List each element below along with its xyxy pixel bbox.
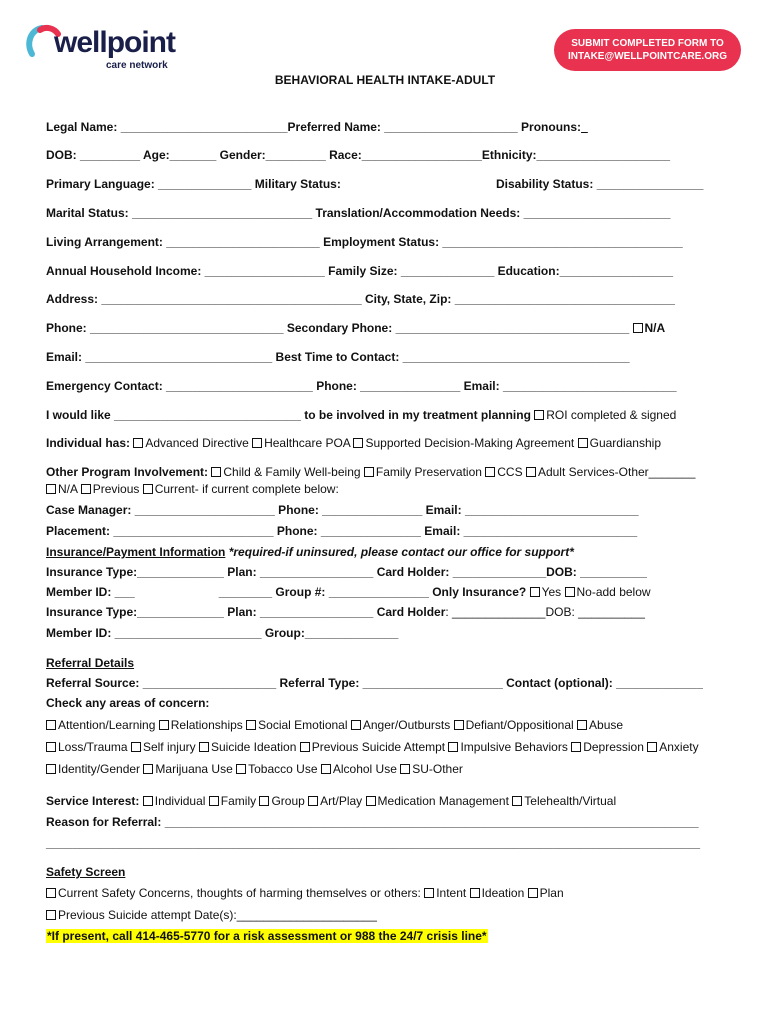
row-email[interactable]: Email: ____________________________ Best Time to Contact: __________________________________	[46, 350, 630, 364]
checkbox[interactable]	[528, 888, 538, 898]
checkbox[interactable]	[46, 888, 56, 898]
concern-checkbox[interactable]	[131, 742, 141, 752]
concern-checkbox[interactable]	[300, 742, 310, 752]
concern-checkbox[interactable]	[647, 742, 657, 752]
concern-label: Anger/Outbursts	[362, 718, 451, 732]
row-referral-source[interactable]: Referral Source: ____________________ Referral Type: _____________________ Contact (optional): _____________	[46, 676, 703, 690]
row-disability-status[interactable]: Disability Status: ________________	[496, 177, 704, 191]
submit-line-1: SUBMIT COMPLETED FORM TO	[571, 38, 724, 49]
concern-row-2	[46, 740, 699, 755]
concern-label: Self injury	[142, 740, 196, 754]
row-individual-has: Individual has: Advanced Directive Healthcare POA Supported Decision-Making Agreement Guardianship	[46, 436, 661, 450]
concern-row-3	[46, 762, 463, 777]
checkbox[interactable]	[259, 796, 269, 806]
referral-heading: Referral Details	[46, 656, 135, 670]
checkbox[interactable]	[353, 438, 363, 448]
concern-label: Abuse	[589, 718, 624, 732]
form-title: BEHAVIORAL HEALTH INTAKE-ADULT	[274, 73, 496, 87]
row-other-program: Other Program Involvement: Child & Family Well-being Family Preservation CCS Adult Services-Other_______	[46, 465, 696, 479]
checkbox[interactable]	[143, 484, 153, 494]
concern-label: Tobacco Use	[248, 762, 318, 776]
checkbox[interactable]	[46, 910, 56, 920]
concern-label: Previous Suicide Attempt	[311, 740, 446, 754]
row-placement[interactable]: Placement: ________________________ Phone: _______________ Email: __________________________	[46, 524, 638, 538]
row-phone[interactable]: Phone: _____________________________ Secondary Phone: ___________________________________ N/A	[46, 321, 666, 335]
row-dob[interactable]: DOB: _________ Age:_______ Gender:_________ Race:__________________Ethnicity:____________________	[46, 148, 671, 162]
concern-checkbox[interactable]	[143, 764, 153, 774]
row-treatment-planning[interactable]: I would like ____________________________ to be involved in my treatment planning ROI completed & signed	[46, 408, 677, 422]
concern-label: Depression	[583, 740, 644, 754]
row-household-income[interactable]: Annual Household Income: __________________ Family Size: ______________ Education:_________________	[46, 264, 674, 278]
submit-badge	[554, 29, 741, 71]
row-service-interest: Service Interest: Individual Family Group Art/Play Medication Management Telehealth/Virtual	[46, 794, 617, 808]
checkbox[interactable]	[133, 438, 143, 448]
concern-checkbox[interactable]	[571, 742, 581, 752]
row-member-id-1[interactable]: Member ID: ___ ________ Group #: _______________ Only Insurance? Yes No-add below	[46, 585, 651, 599]
checkbox[interactable]	[366, 796, 376, 806]
concern-label: Social Emotional	[258, 718, 348, 732]
checkbox[interactable]	[252, 438, 262, 448]
concern-row-1	[46, 718, 623, 733]
concern-checkbox[interactable]	[236, 764, 246, 774]
safety-heading: Safety Screen	[46, 865, 126, 879]
row-marital-status[interactable]: Marital Status: ___________________________ Translation/Accommodation Needs: ______________________	[46, 206, 671, 220]
checkbox[interactable]	[470, 888, 480, 898]
concern-checkbox[interactable]	[159, 720, 169, 730]
concern-label: Loss/Trauma	[58, 740, 128, 754]
checkbox[interactable]	[364, 467, 374, 477]
row-reason-line-2[interactable]: __________________________________________________________________________________________________	[46, 836, 701, 850]
concern-label: Suicide Ideation	[210, 740, 297, 754]
concern-checkbox[interactable]	[199, 742, 209, 752]
logo-sub: care network	[106, 60, 168, 71]
row-living-arrangement[interactable]: Living Arrangement: _______________________ Employment Status: ____________________________________	[46, 235, 683, 249]
row-insurance-heading: Insurance/Payment Information *required-if uninsured, please contact our office for support*	[46, 545, 574, 559]
concern-checkbox[interactable]	[577, 720, 587, 730]
checkbox[interactable]	[424, 888, 434, 898]
crisis-line-notice: *If present, call 414-465-5770 for a risk assessment or 988 the 24/7 crisis line*	[47, 929, 487, 943]
row-safety-concerns: Current Safety Concerns, thoughts of harming themselves or others: Intent Ideation Plan	[46, 886, 564, 901]
concern-checkbox[interactable]	[351, 720, 361, 730]
checkbox[interactable]	[46, 484, 56, 494]
concern-checkbox[interactable]	[321, 764, 331, 774]
checkbox[interactable]	[578, 438, 588, 448]
concern-label: SU-Other	[412, 762, 463, 776]
row-primary-language[interactable]: Primary Language: ______________ Military Status:	[46, 177, 341, 191]
row-insurance-1[interactable]: Insurance Type:_____________ Plan: _________________ Card Holder: ______________DOB: __________	[46, 565, 647, 579]
concern-checkbox[interactable]	[400, 764, 410, 774]
concern-label: Identity/Gender	[58, 762, 141, 776]
checkbox[interactable]	[143, 796, 153, 806]
row-areas-of-concern: Check any areas of concern:	[46, 696, 210, 710]
concern-label: Marijuana Use	[155, 762, 233, 776]
checkbox[interactable]	[211, 467, 221, 477]
row-member-id-2[interactable]: Member ID: ______________________ Group:______________	[46, 626, 399, 640]
concern-checkbox[interactable]	[46, 764, 56, 774]
logo-word: wellpoint	[54, 26, 175, 59]
checkbox[interactable]	[209, 796, 219, 806]
checkbox[interactable]	[308, 796, 318, 806]
checkbox[interactable]	[485, 467, 495, 477]
roi-checkbox[interactable]	[534, 410, 544, 420]
row-previous-attempt[interactable]: Previous Suicide attempt Date(s):_____________________	[46, 908, 377, 923]
checkbox[interactable]	[530, 587, 540, 597]
checkbox[interactable]	[512, 796, 522, 806]
concern-checkbox[interactable]	[46, 720, 56, 730]
submit-email[interactable]: INTAKE@WELLPOINTCARE.ORG	[567, 51, 727, 62]
concern-checkbox[interactable]	[448, 742, 458, 752]
checkbox[interactable]	[565, 587, 575, 597]
concern-label: Anxiety	[659, 740, 699, 754]
row-emergency-contact[interactable]: Emergency Contact: ______________________ Phone: _______________ Email: __________________________	[46, 379, 677, 393]
checkbox[interactable]	[526, 467, 536, 477]
checkbox[interactable]	[81, 484, 91, 494]
na-checkbox[interactable]	[633, 323, 643, 333]
row-case-manager[interactable]: Case Manager: _____________________ Phone: _______________ Email: __________________________	[46, 503, 639, 517]
concern-checkbox[interactable]	[454, 720, 464, 730]
wellpoint-logo	[24, 22, 174, 74]
row-reason-for-referral[interactable]: Reason for Referral: ________________________________________________________________________________	[46, 815, 699, 829]
concern-label: Impulsive Behaviors	[460, 740, 568, 754]
concern-label: Attention/Learning	[58, 718, 156, 732]
concern-label: Defiant/Oppositional	[465, 718, 574, 732]
row-program-status: N/A Previous Current- if current complete below:	[46, 482, 339, 497]
row-address[interactable]: Address: _______________________________________ City, State, Zip: _________________________________	[46, 292, 675, 306]
concern-label: Alcohol Use	[332, 762, 397, 776]
concern-checkbox[interactable]	[46, 742, 56, 752]
row-insurance-2[interactable]: Insurance Type:_____________ Plan: _________________ Card Holder: ______________DOB: __________	[46, 605, 645, 619]
concern-checkbox[interactable]	[246, 720, 256, 730]
concern-label: Relationships	[170, 718, 243, 732]
row-legal-name[interactable]: Legal Name: _________________________Preferred Name: ____________________ Pronouns:_	[46, 120, 588, 134]
